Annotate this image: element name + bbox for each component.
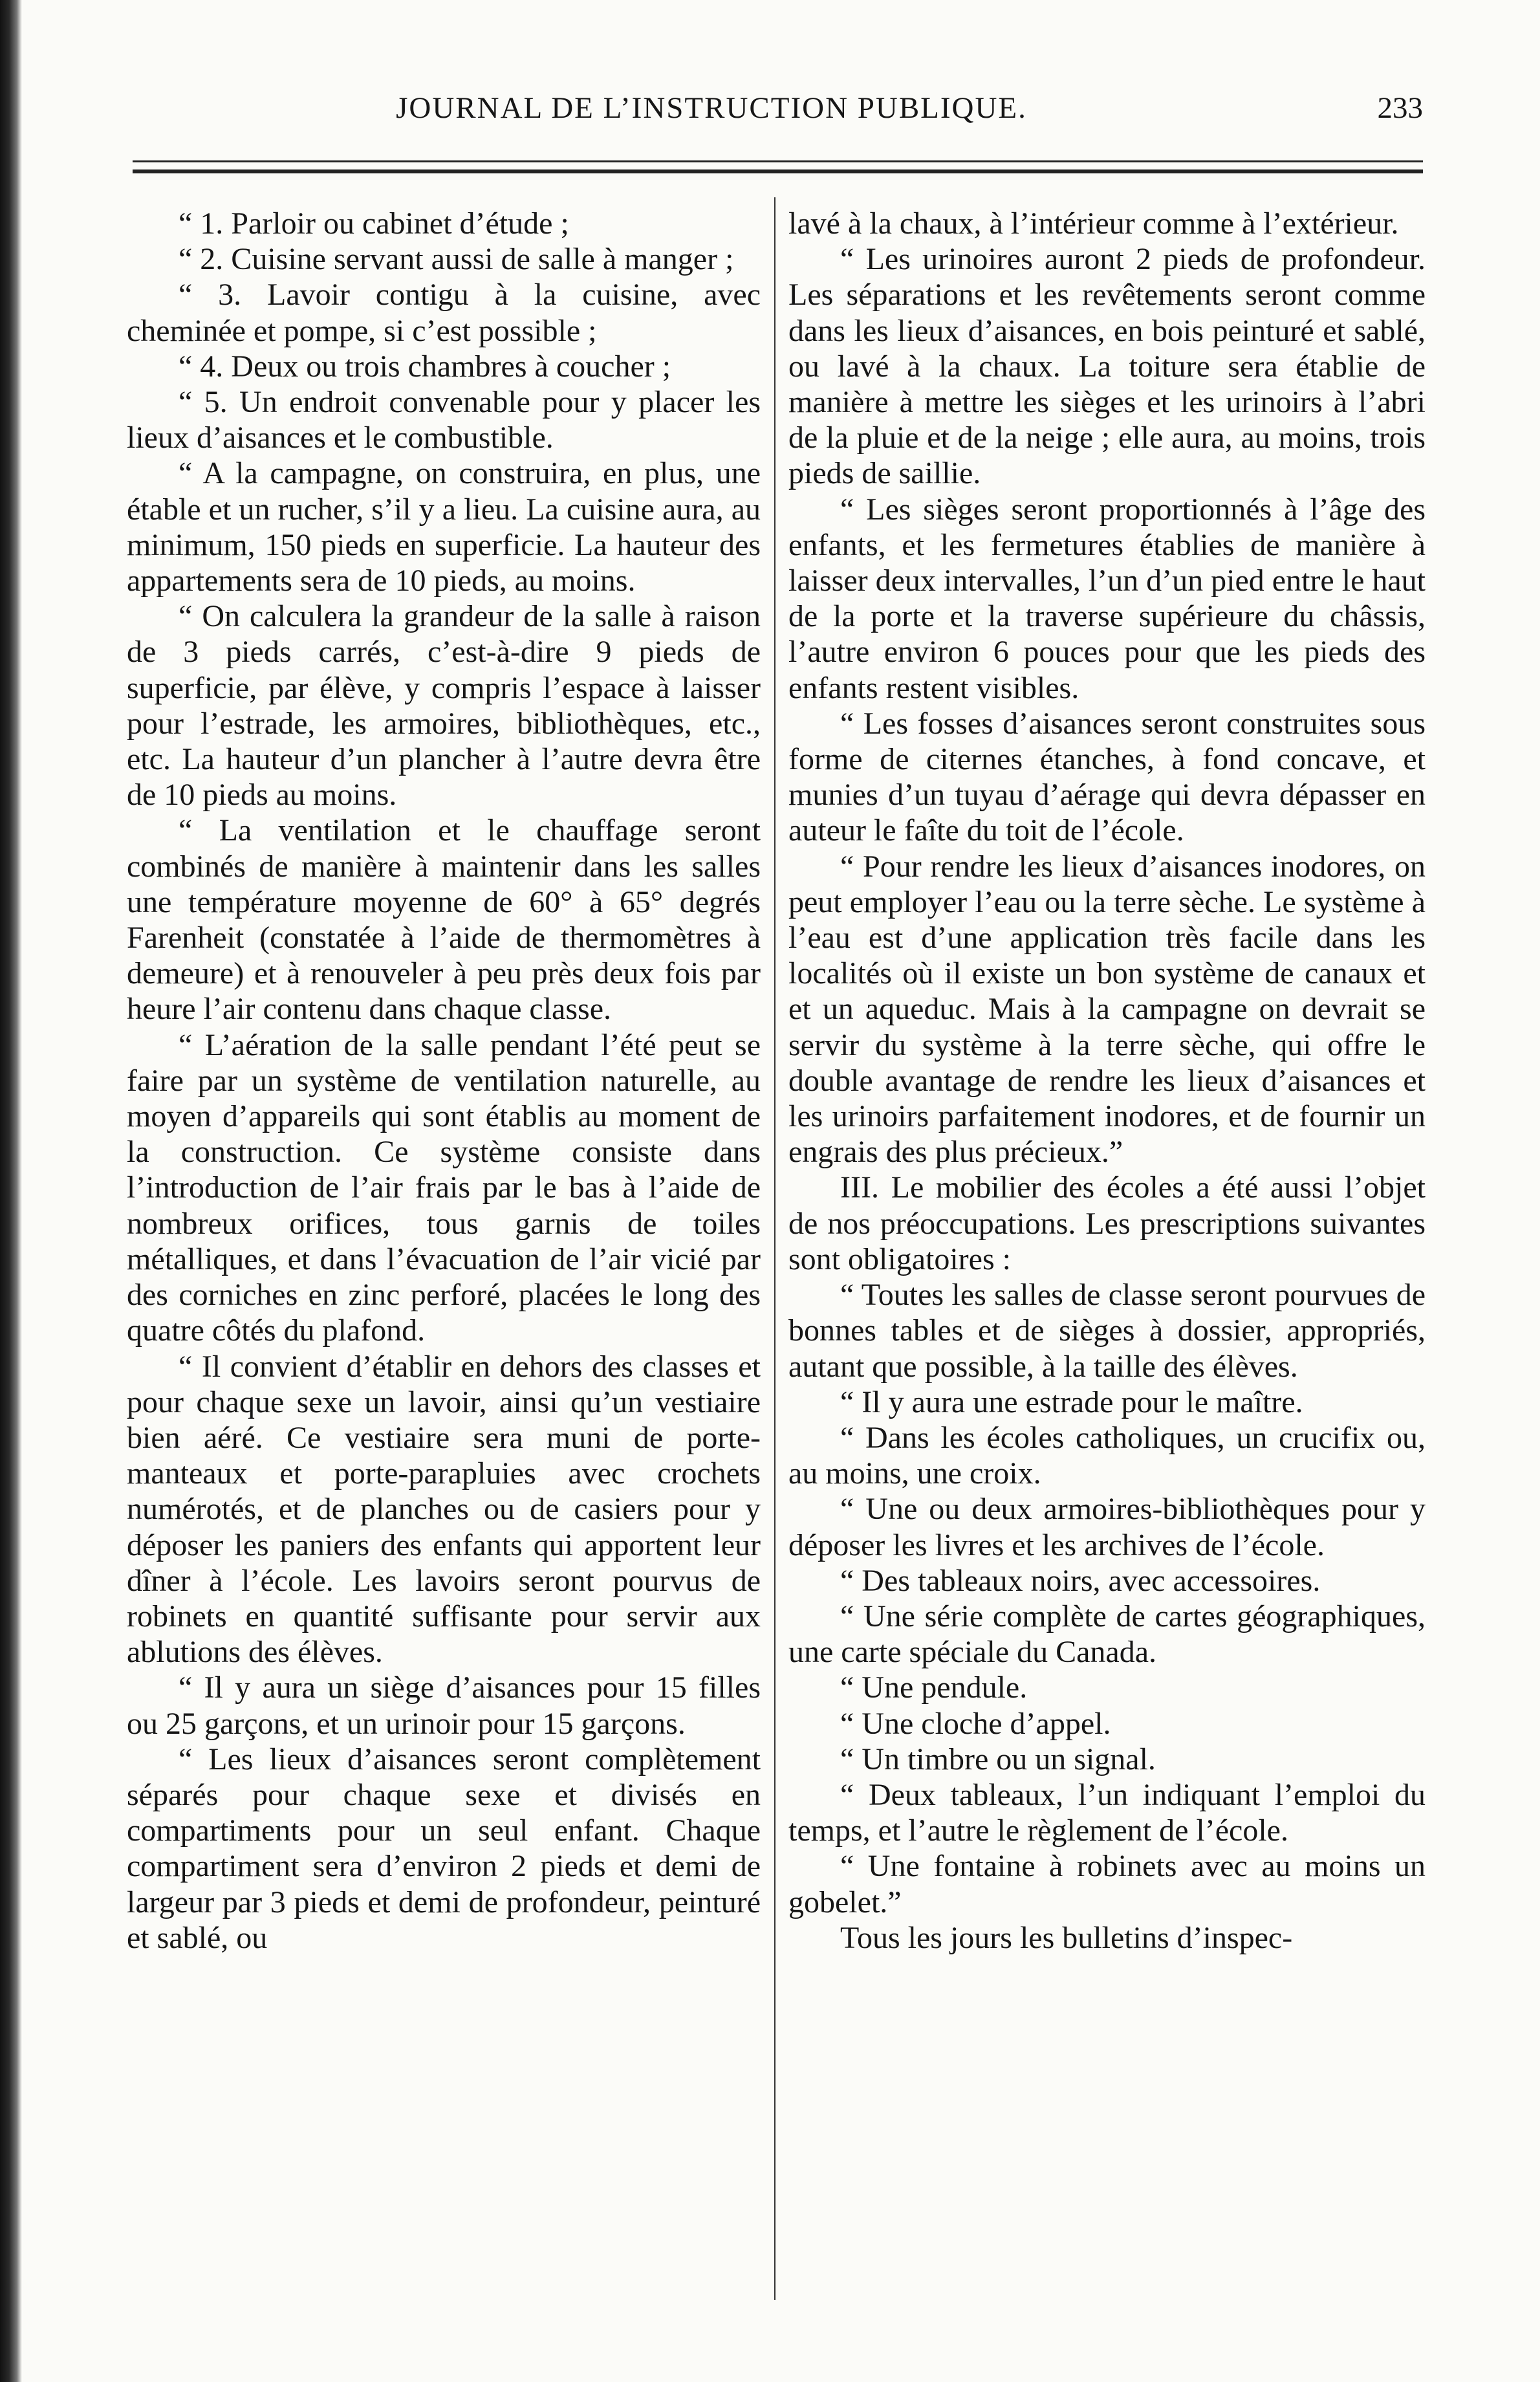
page-binding-edge bbox=[0, 0, 22, 2382]
left-column bbox=[127, 206, 761, 1956]
page-header bbox=[129, 91, 1423, 142]
paragraph: “ Une cloche d’appel. bbox=[840, 1706, 1111, 1741]
paragraph: “ Les sièges seront proportionnés à l’âge des enfants, et les fermetures établies de manière à laisser deux intervalles, l’un d’un pied entre le haut de la porte et la traverse supérieure du châssis, l’autre environ 6 pouces pour que les pieds des enfants restent visibles. bbox=[788, 492, 1426, 705]
paragraph: “ A la campagne, on construira, en plus, une étable et un rucher, s’il y a lieu. La cuisine aura, au minimum, 150 pieds en superficie. La hauteur des appartements sera de 10 pieds, au moins. bbox=[127, 456, 761, 598]
paragraph: “ 4. Deux ou trois chambres à coucher ; bbox=[179, 349, 671, 384]
paragraph: III. Le mobilier des écoles a été aussi l’objet de nos préoccupations. Les prescriptions suivantes sont obligatoires : bbox=[788, 1170, 1426, 1276]
page-number: 233 bbox=[1377, 91, 1423, 125]
paragraph: “ Une série complète de cartes géographiques, une carte spéciale du Canada. bbox=[788, 1599, 1426, 1670]
paragraph: “ Des tableaux noirs, avec accessoires. bbox=[840, 1563, 1321, 1598]
paragraph: Tous les jours les bulletins d’inspec- bbox=[840, 1920, 1293, 1955]
paragraph-continuation: lavé à la chaux, à l’intérieur comme à l’extérieur. bbox=[788, 206, 1399, 241]
paragraph: “ 1. Parloir ou cabinet d’étude ; bbox=[179, 206, 569, 241]
paragraph: “ On calculera la grandeur de la salle à raison de 3 pieds carrés, c’est-à-dire 9 pieds de superficie, par élève, y compris l’espace à laisser pour l’estrade, les armoires, bibliothèques, etc., etc. La hauteur d’un plancher à l’autre devra être de 10 pieds au moins. bbox=[127, 599, 761, 813]
paragraph: “ Une pendule. bbox=[840, 1670, 1028, 1705]
header-rule-thin bbox=[133, 160, 1423, 162]
paragraph: “ Il y aura un siège d’aisances pour 15 filles ou 25 garçons, et un urinoir pour 15 garçons. bbox=[127, 1670, 761, 1741]
paragraph: “ 3. Lavoir contigu à la cuisine, avec cheminée et pompe, si c’est possible ; bbox=[127, 278, 761, 348]
running-title: JOURNAL DE L’INSTRUCTION PUBLIQUE. bbox=[396, 91, 1027, 125]
paragraph: “ 5. Un endroit convenable pour y placer les lieux d’aisances et le combustible. bbox=[127, 385, 761, 455]
paragraph: “ Dans les écoles catholiques, un crucifix ou, au moins, une croix. bbox=[788, 1420, 1426, 1491]
paragraph: “ Les fosses d’aisances seront construites sous forme de citernes étanches, à fond concave, et munies d’un tuyau d’aérage qui devra dépasser en auteur le faîte du toit de l’école. bbox=[788, 706, 1426, 848]
paragraph: “ Une fontaine à robinets avec au moins un gobelet.” bbox=[788, 1849, 1426, 1919]
paragraph: “ L’aération de la salle pendant l’été peut se faire par un système de ventilation naturelle, au moyen d’appareils qui sont établis au moment de la construction. Ce système consiste dans l’introduction de l’air frais par le bas à l’aide de nombreux orifices, tous garnis de toiles métalliques, et dans l’évacuation de l’air vicié par des corniches en zinc perforé, placées le long des quatre côtés du plafond. bbox=[127, 1027, 761, 1348]
paragraph: “ Une ou deux armoires-bibliothèques pour y déposer les livres et les archives de l’école. bbox=[788, 1492, 1426, 1562]
paragraph: “ Pour rendre les lieux d’aisances inodores, on peut employer l’eau ou la terre sèche. Le système à l’eau est d’une application très facile dans les localités où il existe un bon système de canaux et et un aqueduc. Mais à la campagne on devrait se servir du système à la terre sèche, qui offre le double avantage de rendre les lieux d’aisances et les urinoirs parfaitement inodores, et de fournir un engrais des plus précieux.” bbox=[788, 849, 1426, 1170]
paragraph: “ Les lieux d’aisances seront complètement séparés pour chaque sexe et divisés en compartiments pour un seul enfant. Chaque compartiment sera d’environ 2 pieds et demi de largeur par 3 pieds et demi de profondeur, peinturé et sablé, ou bbox=[127, 1742, 761, 1955]
paragraph: “ 2. Cuisine servant aussi de salle à manger ; bbox=[179, 242, 734, 277]
column-divider bbox=[774, 197, 775, 2300]
header-rule-thick bbox=[133, 169, 1423, 173]
paragraph: “ Les urinoires auront 2 pieds de profondeur. Les séparations et les revêtements seront comme dans les lieux d’aisances, en bois peinturé et sablé, ou lavé à la chaux. La toiture sera établie de manière à mettre les sièges et les urinoirs à l’abri de la pluie et de la neige ; elle aura, au moins, trois pieds de saillie. bbox=[788, 242, 1426, 491]
paragraph: “ Toutes les salles de classe seront pourvues de bonnes tables et de sièges à dossier, appropriés, autant que possible, à la taille des élèves. bbox=[788, 1278, 1426, 1384]
paragraph: “ Il convient d’établir en dehors des classes et pour chaque sexe un lavoir, ainsi qu’un vestiaire bien aéré. Ce vestiaire sera muni de porte-manteaux et porte-parapluies avec crochets numérotés, et de planches ou de casiers pour y déposer les paniers des enfants qui apportent leur dîner à l’école. Les lavoirs seront pourvus de robinets en quantité suffisante pour servir aux ablutions des élèves. bbox=[127, 1349, 761, 1670]
paragraph: “ Deux tableaux, l’un indiquant l’emploi du temps, et l’autre le règlement de l’école. bbox=[788, 1777, 1426, 1848]
paragraph: “ Un timbre ou un signal. bbox=[840, 1742, 1156, 1776]
right-column bbox=[788, 206, 1426, 1956]
paragraph: “ La ventilation et le chauffage seront combinés de manière à maintenir dans les salles une température moyenne de 60° à 65° degrés Farenheit (constatée à l’aide de thermomètres à demeure) et à renouveler à peu près deux fois par heure l’air contenu dans chaque classe. bbox=[127, 813, 761, 1027]
paragraph: “ Il y aura une estrade pour le maître. bbox=[840, 1384, 1303, 1419]
